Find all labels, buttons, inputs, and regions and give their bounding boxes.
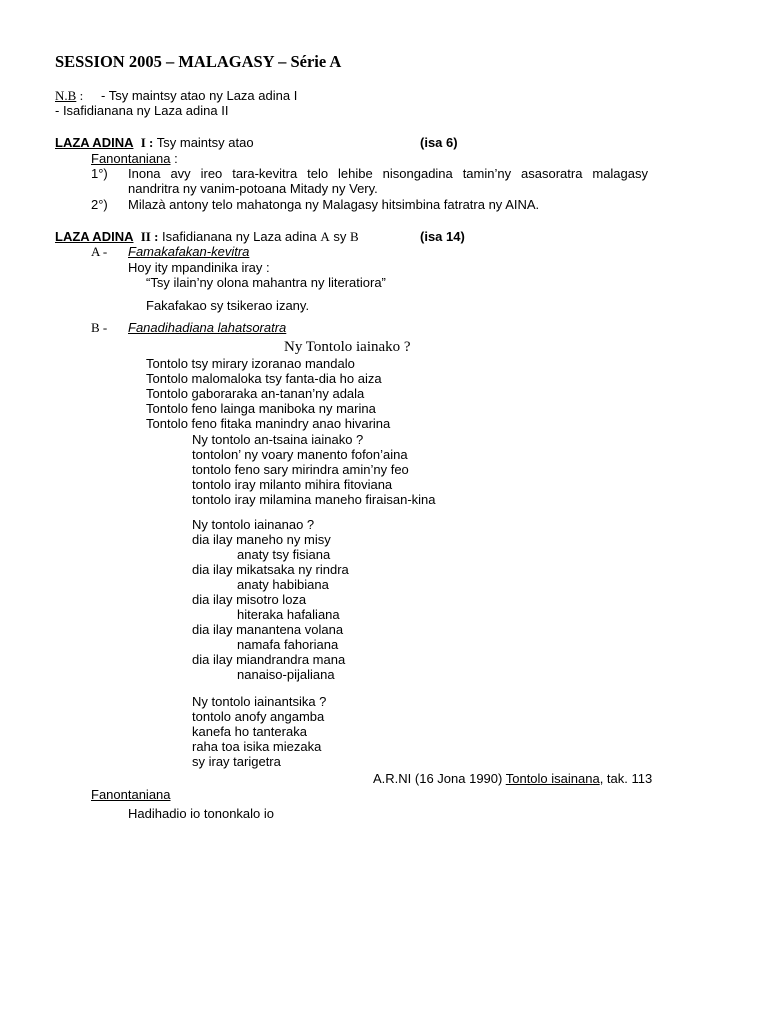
poem-line: Tontolo feno fitaka manindry anao hivarina bbox=[146, 416, 391, 431]
poem-line: dia ilay manantena volana bbox=[192, 622, 344, 637]
poem-line: anaty tsy fisiana bbox=[237, 547, 331, 562]
poem-line: hiteraka hafaliana bbox=[237, 607, 340, 622]
poem-stanza-3 bbox=[192, 517, 349, 682]
section-a-marker: A - bbox=[91, 244, 108, 259]
poem-line: kanefa ho tanteraka bbox=[192, 724, 307, 739]
poem-line: Ny tontolo iainantsika ? bbox=[192, 694, 327, 709]
nb-label: N.B bbox=[55, 88, 77, 103]
poem-line: tontolo anofy angamba bbox=[192, 709, 325, 724]
poem-line: dia ilay maneho ny misy bbox=[192, 532, 331, 547]
part1-heading bbox=[55, 135, 254, 150]
poem-line: nanaiso-pijaliana bbox=[237, 667, 335, 682]
q2-text: Milazà antony telo mahatonga ny Malagasy hitsimbina fatratra ny AINA. bbox=[128, 197, 540, 212]
part2-label: LAZA ADINA bbox=[55, 229, 134, 244]
part1-questions-heading: Fanontaniana : bbox=[91, 151, 178, 166]
poem-source: A.R.NI (16 Jona 1990) Tontolo isainana, tak. 113 bbox=[373, 771, 653, 786]
section-a-title: Famakafakan-kevitra bbox=[128, 244, 250, 259]
poem-stanza-4 bbox=[192, 694, 326, 769]
nb-line-2: - Isafidianana ny Laza adina II bbox=[55, 103, 229, 118]
section-a-intro: Hoy ity mpandinika iray : bbox=[128, 260, 270, 275]
poem-line: Ny tontolo an-tsaina iainako ? bbox=[192, 432, 364, 447]
poem-line: dia ilay mikatsaka ny rindra bbox=[192, 562, 349, 577]
poem-title: Ny Tontolo iainako ? bbox=[284, 339, 411, 355]
part1-points: (isa 6) bbox=[420, 135, 458, 150]
poem-stanza-2 bbox=[192, 432, 436, 507]
poem-line: tontolo feno sary mirindra amin’ny feo bbox=[192, 462, 409, 477]
part2-points: (isa 14) bbox=[420, 229, 465, 244]
final-questions-label: Fanontaniana bbox=[91, 787, 171, 802]
poem-line: dia ilay miandrandra mana bbox=[192, 652, 346, 667]
q1-line-2: nandritra ny vanim-potoana Mitady ny Very. bbox=[128, 181, 378, 196]
part1-label: LAZA ADINA bbox=[55, 135, 134, 150]
part1-questions-label: Fanontaniana bbox=[91, 151, 171, 166]
q1-line-1: Inona avy ireo tara-kevitra telo lehibe nisongadina tamin’ny asasoratra malagasy bbox=[128, 166, 648, 181]
section-b-marker: B - bbox=[91, 320, 108, 335]
final-task: Hadihadio io tononkalo io bbox=[128, 806, 274, 821]
nb-line-1: - Tsy maintsy atao ny Laza adina I bbox=[101, 88, 298, 103]
poem-line: Tontolo tsy mirary izoranao mandalo bbox=[146, 356, 355, 371]
poem-line: Tontolo gaboraraka an-tanan’ny adala bbox=[146, 386, 365, 401]
page-title: SESSION 2005 – MALAGASY – Série A bbox=[55, 52, 342, 71]
poem-line: sy iray tarigetra bbox=[192, 754, 281, 769]
nb-note bbox=[55, 88, 83, 103]
section-b-title: Fanadihadiana lahatsoratra bbox=[128, 320, 287, 335]
poem-line: dia ilay misotro loza bbox=[192, 592, 307, 607]
poem-line: raha toa isika miezaka bbox=[192, 739, 322, 754]
poem-line: tontolo iray milamina maneho firaisan-kina bbox=[192, 492, 436, 507]
poem-line: namafa fahoriana bbox=[237, 637, 339, 652]
poem-line: anaty habibiana bbox=[237, 577, 329, 592]
section-a-task: Fakafakao sy tsikerao izany. bbox=[146, 298, 310, 313]
part2-number: II : bbox=[140, 229, 159, 244]
poem-line: Ny tontolo iainanao ? bbox=[192, 517, 315, 532]
nb-colon: : bbox=[76, 88, 84, 103]
part2-heading: LAZA ADINA II : Isafidianana ny Laza adina A sy B bbox=[55, 229, 359, 244]
poem-line: tontolon’ ny voary manento fofon’aina bbox=[192, 447, 408, 462]
poem-line: Tontolo malomaloka tsy fanta-dia ho aiza bbox=[146, 371, 382, 386]
poem-source-title: Tontolo isainana bbox=[505, 771, 600, 786]
part1-number: I : bbox=[140, 135, 154, 150]
q2-number: 2°) bbox=[91, 197, 108, 212]
section-a-quote: “Tsy ilain’ny olona mahantra ny literatiora” bbox=[146, 275, 386, 290]
poem-line: tontolo iray milanto mihira fitoviana bbox=[192, 477, 393, 492]
q1-number: 1°) bbox=[91, 166, 108, 181]
poem-line: Tontolo feno lainga maniboka ny marina bbox=[146, 401, 376, 416]
part1-text: Tsy maintsy atao bbox=[156, 135, 254, 150]
poem-stanza-1 bbox=[146, 356, 390, 431]
